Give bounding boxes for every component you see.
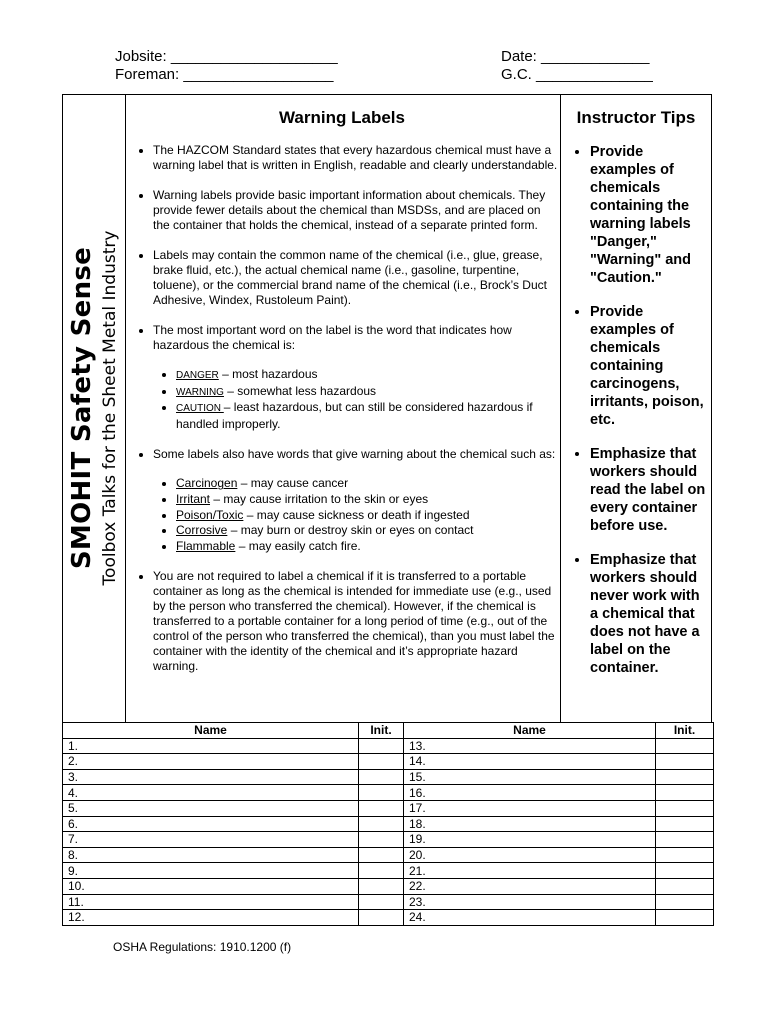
hazard-item-poison [176, 508, 558, 524]
paragraph-hazcom: • The HAZCOM Standard states that every hazardous chemical must have a warning label that is written in English, readable and clearly understandable. [153, 143, 558, 173]
name-cell[interactable]: 17. [404, 800, 656, 816]
name-cell[interactable]: 11. [63, 894, 359, 910]
name-cell[interactable]: 12. [63, 910, 359, 926]
init-cell[interactable] [359, 816, 404, 832]
name-cell[interactable]: 19. [404, 832, 656, 848]
name-cell[interactable]: 1. [63, 738, 359, 754]
name-cell[interactable]: 20. [404, 847, 656, 863]
signal-list [153, 367, 558, 432]
name-cell[interactable]: 24. [404, 910, 656, 926]
init-cell[interactable] [656, 785, 714, 801]
name-cell[interactable]: 9. [63, 863, 359, 879]
signal-term: CAUTION [176, 403, 224, 415]
name-cell[interactable]: 15. [404, 769, 656, 785]
tip-item: • Emphasize that workers should never work with a chemical that does not have a label on the container. [590, 551, 711, 677]
name-cell[interactable]: 7. [63, 832, 359, 848]
name-header: Name [404, 723, 656, 739]
init-cell[interactable] [359, 754, 404, 770]
signal-item-caution [176, 400, 558, 432]
tip-item: • Provide examples of chemicals containing carcinogens, irritants, poison, etc. [590, 303, 711, 429]
signal-item-danger [176, 367, 558, 384]
tips-list [561, 143, 711, 677]
table-row [63, 847, 714, 863]
signal-desc: – least hazardous, but can still be considered hazardous if handled improperly. [176, 400, 533, 431]
gc-field: G.C. ______________ [501, 66, 653, 83]
jobsite-field: Jobsite: ____________________ [115, 48, 338, 65]
name-cell[interactable]: 8. [63, 847, 359, 863]
main-bullets [126, 143, 558, 674]
hazard-desc: – may burn or destroy skin or eyes on contact [227, 523, 474, 538]
main-column [126, 95, 558, 674]
table-row [63, 910, 714, 926]
hazard-desc: – may easily catch fire. [235, 538, 361, 553]
hazard-desc: – may cause irritation to the skin or eyes [210, 491, 429, 506]
date-field: Date: _____________ [501, 48, 650, 65]
table-header-row [63, 723, 714, 739]
signal-term: DANGER [176, 370, 219, 381]
name-cell[interactable]: 23. [404, 894, 656, 910]
name-cell[interactable]: 6. [63, 816, 359, 832]
paragraph-label-names: • Labels may contain the common name of the chemical (i.e., glue, grease, brake fluid, etc.), the actual chemical name (i.e., gasoline, turpentine, toluene), or the commercial brand name of the chemical (i.e., Brock’s Duct Adhesive, Windex, Rustoleum Paint). [153, 248, 558, 308]
paragraph-hazard-words [153, 447, 558, 554]
hazard-desc: – may cause cancer [237, 476, 349, 491]
init-cell[interactable] [359, 738, 404, 754]
hazard-item-corrosive [176, 523, 558, 539]
tip-item: • Emphasize that workers should read the label on every container before use. [590, 445, 711, 535]
init-header: Init. [359, 723, 404, 739]
init-cell[interactable] [359, 785, 404, 801]
table-row [63, 878, 714, 894]
init-cell[interactable] [656, 800, 714, 816]
init-cell[interactable] [359, 863, 404, 879]
init-header: Init. [656, 723, 714, 739]
table-row [63, 754, 714, 770]
table-row [63, 894, 714, 910]
paragraph-basic-info: • Warning labels provide basic important information about chemicals. They provide fewer details about the chemical than MSDSs, and are placed on the container that holds the chemical, instead of a separate printed form. [153, 188, 558, 233]
page-title: Warning Labels [279, 108, 405, 127]
name-cell[interactable]: 5. [63, 800, 359, 816]
init-cell[interactable] [656, 754, 714, 770]
init-cell[interactable] [359, 878, 404, 894]
tips-title: Instructor Tips [576, 108, 696, 127]
init-cell[interactable] [656, 847, 714, 863]
hazard-term: Flammable [176, 538, 236, 553]
signal-desc: – somewhat less hazardous [223, 383, 377, 398]
init-cell[interactable] [656, 894, 714, 910]
table-row [63, 816, 714, 832]
init-cell[interactable] [359, 800, 404, 816]
signal-intro: The most important word on the label is the word that indicates how hazardous the chemical is: [153, 323, 512, 352]
table-row [63, 738, 714, 754]
hazard-item-irritant [176, 492, 558, 508]
table-row [63, 800, 714, 816]
name-cell[interactable]: 10. [63, 878, 359, 894]
init-cell[interactable] [359, 910, 404, 926]
init-cell[interactable] [359, 894, 404, 910]
init-cell[interactable] [656, 816, 714, 832]
init-cell[interactable] [656, 910, 714, 926]
hazard-item-carcinogen [176, 476, 558, 492]
init-cell[interactable] [656, 738, 714, 754]
signin-body [63, 738, 714, 925]
hazard-intro: Some labels also have words that give warning about the chemical such as: [153, 447, 556, 462]
tip-item: • Provide examples of chemicals containing the warning labels "Danger," "Warning" and "Caution." [590, 143, 711, 287]
name-cell[interactable]: 16. [404, 785, 656, 801]
sidebar-title: SMOHIT Safety Sense [67, 246, 97, 570]
signin-table [62, 722, 714, 926]
table-row [63, 832, 714, 848]
init-cell[interactable] [656, 878, 714, 894]
name-cell[interactable]: 3. [63, 769, 359, 785]
name-cell[interactable]: 2. [63, 754, 359, 770]
hazard-term: Carcinogen [176, 476, 238, 491]
sidebar-subtitle: Toolbox Talks for the Sheet Metal Industry [100, 230, 120, 586]
name-cell[interactable]: 14. [404, 754, 656, 770]
table-row [63, 769, 714, 785]
sidebar-banner [63, 95, 124, 722]
osha-reference: OSHA Regulations: 1910.1200 (f) [113, 940, 292, 954]
name-cell[interactable]: 22. [404, 878, 656, 894]
name-cell[interactable]: 4. [63, 785, 359, 801]
init-cell[interactable] [359, 832, 404, 848]
hazard-item-flammable [176, 539, 558, 555]
hazard-term: Poison/Toxic [176, 507, 244, 522]
signal-item-warning [176, 384, 558, 401]
init-cell[interactable] [359, 769, 404, 785]
signal-term: WARNING [176, 386, 224, 398]
init-cell[interactable] [656, 863, 714, 879]
paragraph-signal-words [153, 323, 558, 432]
tips-column [561, 95, 711, 693]
name-cell[interactable]: 21. [404, 863, 656, 879]
table-row [63, 863, 714, 879]
init-cell[interactable] [656, 832, 714, 848]
hazard-term: Corrosive [176, 523, 228, 538]
foreman-field: Foreman: __________________ [115, 66, 334, 83]
init-cell[interactable] [359, 847, 404, 863]
paragraph-portable-container: • You are not required to label a chemical if it is transferred to a portable container as long as the chemical is intended for immediate use (e.g., used by the person who transferred the chemical). However, if the chemical is transferred to a portable container for a long period of time (e.g., out of the control of the person who transferred the chemical), than you must label the container with the identity of the chemical and it’s appropriate hazard warning. [153, 569, 558, 674]
name-cell[interactable]: 18. [404, 816, 656, 832]
hazard-list [153, 476, 558, 554]
table-row [63, 785, 714, 801]
init-cell[interactable] [656, 769, 714, 785]
name-cell[interactable]: 13. [404, 738, 656, 754]
hazard-term: Irritant [176, 491, 211, 506]
name-header: Name [63, 723, 359, 739]
hazard-desc: – may cause sickness or death if ingested [243, 507, 470, 522]
signal-desc: – most hazardous [218, 367, 318, 381]
